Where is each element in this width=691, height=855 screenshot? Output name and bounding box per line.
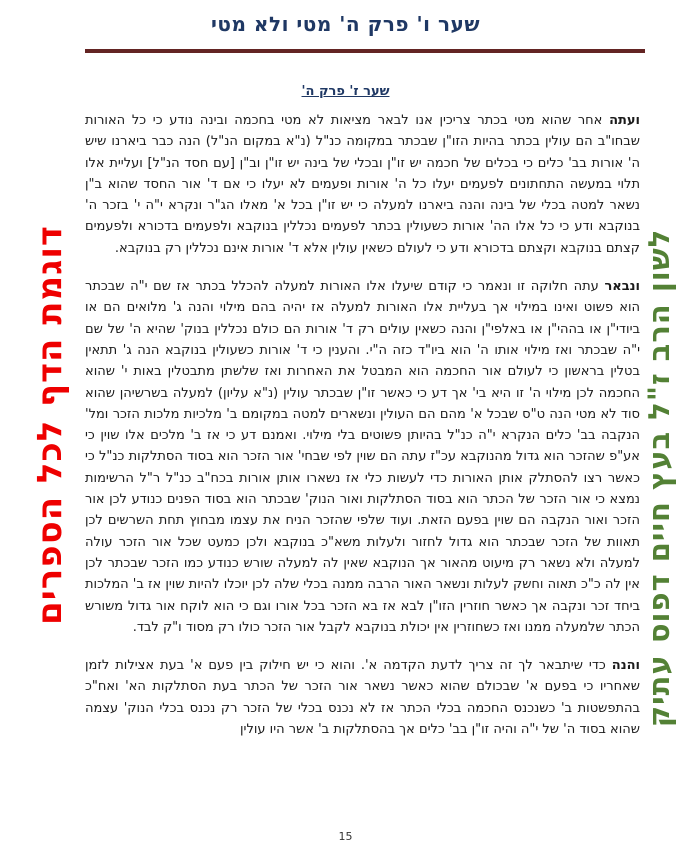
title-divider-rule: [85, 49, 645, 53]
paragraph-lead-word: ונבאר: [604, 279, 641, 295]
paragraph: [85, 655, 640, 740]
paragraph-lead-word: והנה: [611, 658, 640, 674]
page-title: שער ו' פרק ה' מטי ולא מטי: [211, 12, 480, 36]
paragraph: [85, 276, 640, 638]
paragraph-text: כדי שיתבאר לך זה צריך לדעת הקדמה א'. והוא כי יש חילוק בין פעם א' בעת אצילות לזמן שאחריו כי בפעם א' שבכולם שהוא כאשר נשאר אור הזכר של הכתר בעת הסתלקות הא' ואח"כ בהתפשטות ב' כשנכנס החכמה בכלי הכתר אז לא נכנס בכלי של הזכר רק נכנס בכלי הנוק' עצמה שהוא בסוד ה' של י"ה והיה זו"ן בב' כלים אך בהסתלקות ב' אשר היו עולין: [85, 658, 640, 738]
right-margin-stamp: לשון הרב ז"ל בעץ חיים דפוס עתיק: [642, 228, 676, 728]
page-number: 15: [338, 830, 353, 843]
paragraph-text: עתה חלוקה זו ונאמר כי קודם שיעלו אלו האורות למעלה להכלל בכתר אז שם י"ה שבכתר הוא פשוט ואינו במילוי אך בעליית אלו האורות למעלה אז יהיה בהם מילוי והנה ג' מלואים הם או ביודי"ן או בההי"ן או באלפי"ן והנה כשאין עולים רק ד' אורות הם כולם נכללין בנוק' שהיא ה' של שם י"ה שבכתר ואז מילוי אותו ה' הוא ביו"ד כזה ה"י. והענין כי ד' אורות כשעולין בנוקבא הנה ג' תתאין בטלין בראשון כי לעולם אור החכמה הוא המבטל את האחרות ואז שלשתן מתבטלין באות י' שהוא החכמה לכן מילוי ה' זו היא בי' אך דע כי כאשר זו"ן שבכתר עולין (נ"א עליון) למעלה בשרשיהן שהוא סוד לא מטי הנה ט"ס שבכל א' מהם הם העולין ונשארים למטה במקומם ב' מלכיות מלכות הזכר ומל' הנקבה בב' כלים הנקרא י"ה כנ"ל בהיותן פשוטים בלי מילוי. ואמנם דע כי אז ב' מלכים אלו שוין כי אע"פ שהזכר הוא גדול מהנוקבא עכ"ז עתה הם שוין לפי שבחי' אור הזכר הוא בסוד הסתלקות כנ"ל כי כאשר רצו להסתלק אותן האורות כדי לעשות כלי אז נשארו אותן אורות בכח"ב כנ"ל ר"ל הרשימות נמצא כי אור הזכר של הכתר הוא בסוד הסתלקות ואור הנוק' שבכתר הוא בסוד הפנים כנודע לכן אור הזכר ואור הנקבה הם שוין בפעם הזאת. ועוד שלפי שהזכר הניח את עצמו מבחוץ תחת השרשים לכן תאוות של הזכר שבכתר הוא גדול לחזור ולעלות משא"כ בנוקבא ולכן כמעט שכל אור הזכר עולה למעלה ולא נשאר רק מיעוט מהאור אך הנוקבא שאין לה למעלה שורש כנודע כמו הזכר שבכתר לכן אין לה כ"כ תאוה וחשק לעלות ונשאר האור הרבה ממנה בכלי שלה לכן יוכלו להיות שוין אז ב' המלכות ביחד זכר ונקבה אך כאשר חוזרין הזו"ן לבא אז בא הזכר בכל אורו וגם כי הוא לוקח אור גדול משורש הכתר שלמעלה ממנו ואז כשחוזרין אין יכולת בנוקבא לקבל אור הזכר כולו רק מסוד ו"ק לבד.: [85, 279, 640, 635]
paragraph: [85, 110, 640, 259]
left-margin-stamp: דוגמת הדף לכל הספרים: [30, 225, 70, 625]
section-heading: שער ז' פרק ה': [301, 84, 390, 99]
paragraph-text: אחר שהוא מטי בכתר צריכין אנו לבאר מציאות לא מטי בחכמה ובינה נודע כי כל האורות שבחו"ב הם עולין בכתר בהיות הזו"ן שבכתר במקומה כנ"ל (נ"א במקום הנ"ל) הנה כבר ביארנו שיש ה' אורות בב' כלים כי בכלים של חכמה יש זו"ן ובכלי של בינה יש זו"ן וב"ן [עם חסד הנ"ל] ועליית אלו תלוי במעשה התחתונים לפעמים יעלו כל ה' אורות ופעמים לא יעלו כי אם ד' אור החסד שהוא ב"ן נשאר למטה בכלי של בינה והנה ביארנו למעלה כי יש זו"ן בכל א' מאלו הג"ר ונקרא י"ה י' בזכר ה' בנוקבא ודע כי כל אלו הה' אורות כשעולין בכתר לפעמים נכללין בנוקבא ולפעמים בדכורא ולפעמים קצתם בנוקבא וקצתם בדכורא ודע כי לעולם כשאין עולין אלא ד' אורות אינם נכללין רק בנוקבא.: [85, 113, 640, 256]
paragraph-lead-word: ועתה: [609, 113, 640, 128]
body-text-block: [85, 110, 640, 757]
